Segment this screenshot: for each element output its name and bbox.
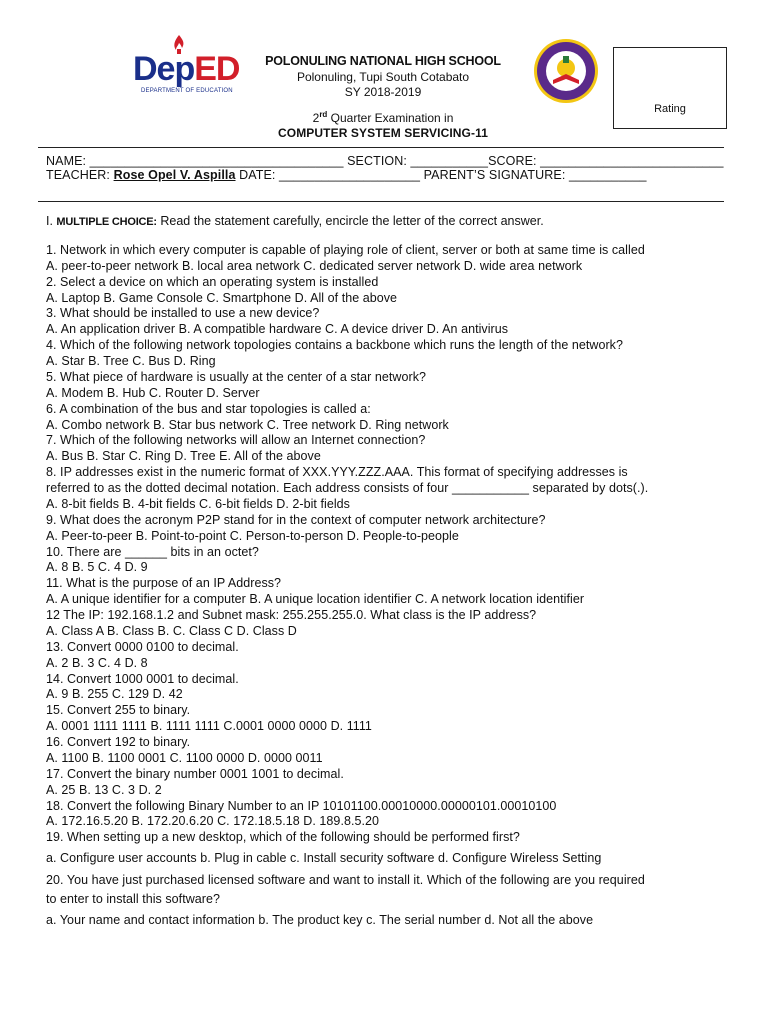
school-name: POLONULING NATIONAL HIGH SCHOOL — [265, 54, 501, 68]
name-section-score-line[interactable]: NAME: ____________________________________ SECTION: ___________SCORE: __________________________ — [46, 154, 724, 168]
answer-line: A. An application driver B. A compatible hardware C. A device driver D. An antivirus — [46, 322, 509, 336]
answer-line: A. 2 B. 3 C. 4 D. 8 — [46, 656, 148, 670]
question-line: 19. When setting up a new desktop, which of the following should be performed first? — [46, 830, 520, 844]
answer-line: a. Configure user accounts b. Plug in cable c. Install security software d. Configure Wireless Setting — [46, 851, 602, 865]
teacher-date-signature-line[interactable] — [46, 168, 647, 182]
answer-line: A. 8 B. 5 C. 4 D. 9 — [46, 560, 148, 574]
answer-line: A. Modem B. Hub C. Router D. Server — [46, 386, 260, 400]
exam-ordinal: 2 — [312, 111, 320, 125]
rating-box[interactable] — [613, 47, 727, 129]
teacher-name: Rose Opel V. Aspilla — [113, 168, 236, 182]
answer-line: A. 25 B. 13 C. 3 D. 2 — [46, 783, 162, 797]
question-line: 3. What should be installed to use a new device? — [46, 306, 320, 320]
school-year: SY 2018-2019 — [344, 85, 422, 99]
question-line: to enter to install this software? — [46, 892, 221, 906]
question-line: 8. IP addresses exist in the numeric format of XXX.YYY.ZZZ.AAA. This format of specifying addresses is — [46, 465, 628, 479]
answer-line: a. Your name and contact information b. The product key c. The serial number d. Not all the above — [46, 913, 594, 927]
answer-line: A. Laptop B. Game Console C. Smartphone D. All of the above — [46, 291, 398, 305]
instructions — [46, 214, 544, 228]
answer-line: A. 0001 1111 1111 B. 1111 1111 C.0001 0000 0000 D. 1111 — [46, 719, 372, 733]
question-line: 2. Select a device on which an operating system is installed — [46, 275, 379, 289]
answer-line: A. A unique identifier for a computer B. A unique location identifier C. A network location identifier — [46, 592, 585, 606]
logo-text: DepED — [133, 50, 240, 88]
question-line: 10. There are ______ bits in an octet? — [46, 545, 259, 559]
answer-line: A. Bus B. Star C. Ring D. Tree E. All of the above — [46, 449, 321, 463]
school-address: Polonuling, Tupi South Cotabato — [296, 70, 470, 84]
answer-line: A. 1100 B. 1100 0001 C. 1100 0000 D. 0000 0011 — [46, 751, 323, 765]
question-line: 5. What piece of hardware is usually at the center of a star network? — [46, 370, 427, 384]
question-line: 7. Which of the following networks will allow an Internet connection? — [46, 433, 426, 447]
question-line: 12 The IP: 192.168.1.2 and Subnet mask: 255.255.255.0. What class is the IP address? — [46, 608, 537, 622]
header-divider — [38, 147, 724, 148]
question-line: 17. Convert the binary number 0001 1001 to decimal. — [46, 767, 344, 781]
school-seal-icon — [533, 38, 599, 104]
exam-ordinal-suffix: rd — [319, 110, 328, 119]
section-title: MULTIPLE CHOICE: — [56, 216, 157, 228]
logo-subtitle: DEPARTMENT OF EDUCATION — [141, 88, 233, 94]
answer-line: A. 9 B. 255 C. 129 D. 42 — [46, 687, 183, 701]
question-line: 15. Convert 255 to binary. — [46, 703, 191, 717]
exam-title: Quarter Examination in — [327, 111, 454, 125]
question-line: 9. What does the acronym P2P stand for in the context of computer network architecture? — [46, 513, 546, 527]
date-signature-fields: DATE: ____________________ PARENT’S SIGNATURE: ___________ — [235, 168, 647, 182]
question-line: referred to as the dotted decimal notation. Each address consists of four ___________ separated by dots(.). — [46, 481, 649, 495]
answer-line: A. Class A B. Class B. C. Class C D. Class D — [46, 624, 297, 638]
answer-line: A. Peer-to-peer B. Point-to-point C. Person-to-person D. People-to-people — [46, 529, 459, 543]
question-line: 4. Which of the following network topologies contains a backbone which runs the length of the network? — [46, 338, 623, 352]
question-line: 14. Convert 1000 0001 to decimal. — [46, 672, 239, 686]
answer-line: A. 172.16.5.20 B. 172.20.6.20 C. 172.18.5.18 D. 189.8.5.20 — [46, 814, 380, 828]
answer-line: A. Combo network B. Star bus network C. Tree network D. Ring network — [46, 418, 449, 432]
question-line: 11. What is the purpose of an IP Address? — [46, 576, 282, 590]
info-divider — [38, 201, 724, 202]
answer-line: A. 8-bit fields B. 4-bit fields C. 6-bit fields D. 2-bit fields — [46, 497, 350, 511]
question-line: 13. Convert 0000 0100 to decimal. — [46, 640, 239, 654]
question-line: 6. A combination of the bus and star topologies is called a: — [46, 402, 371, 416]
section-prefix: I. — [46, 214, 57, 228]
rating-label: Rating — [654, 103, 686, 115]
exam-subject: COMPUTER SYSTEM SERVICING-11 — [278, 126, 488, 140]
exam-heading — [200, 110, 566, 125]
question-line: 16. Convert 192 to binary. — [46, 735, 191, 749]
question-line: 20. You have just purchased licensed software and want to install it. Which of the following are you required — [46, 873, 645, 887]
teacher-label: TEACHER: — [46, 168, 114, 182]
answer-line: A. peer-to-peer network B. local area network C. dedicated server network D. wide area network — [46, 259, 583, 273]
answer-line: A. Star B. Tree C. Bus D. Ring — [46, 354, 216, 368]
question-line: 18. Convert the following Binary Number to an IP 10101100.00010000.00000101.00010100 — [46, 799, 557, 813]
instructions-text: Read the statement carefully, encircle the letter of the correct answer. — [156, 214, 544, 228]
question-line: 1. Network in which every computer is capable of playing role of client, server or both at same time is called — [46, 243, 645, 257]
